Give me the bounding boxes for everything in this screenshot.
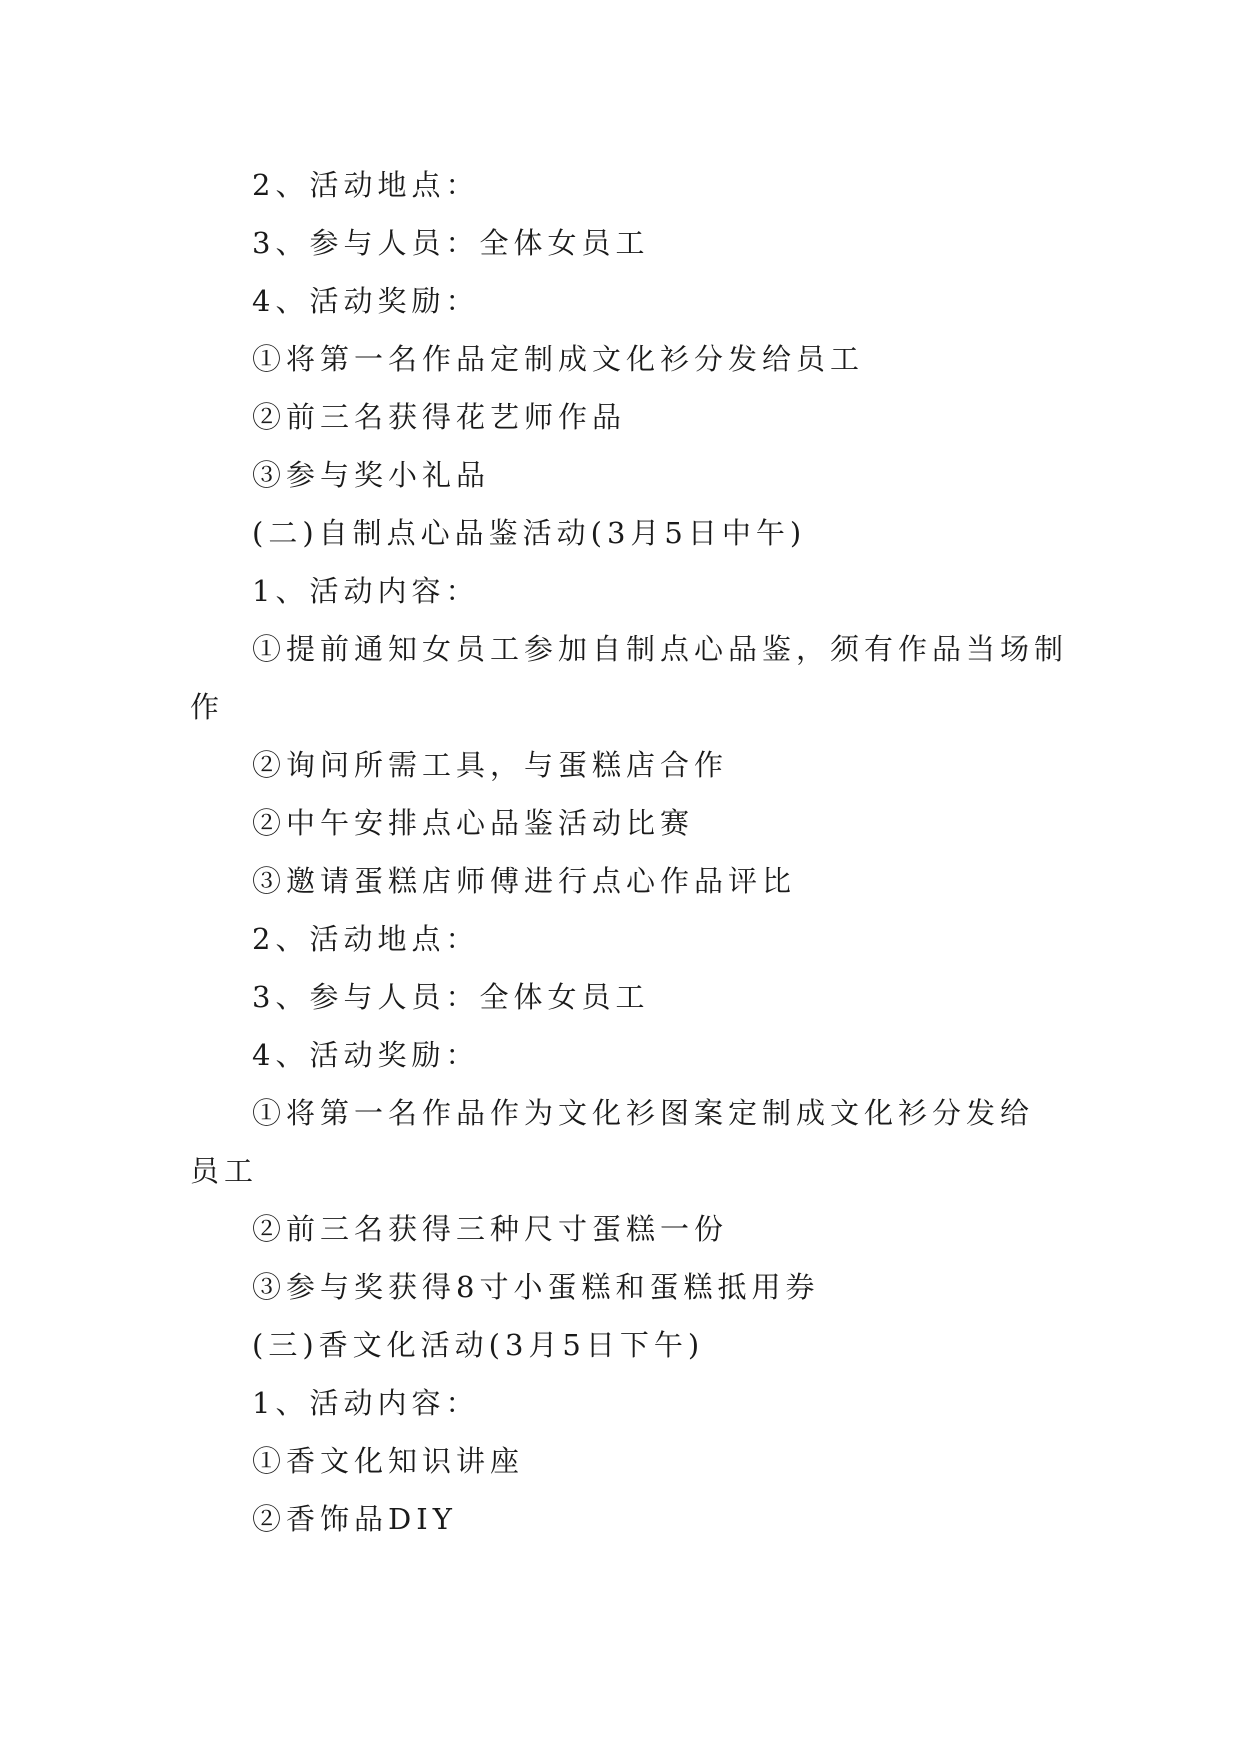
section-heading: (二)自制点心品鉴活动(3月5日中午)	[252, 516, 807, 550]
content-item: ①提前通知女员工参加自制点心品鉴，须有作品当场制	[252, 632, 1069, 666]
list-item-participants: 3、参与人员：全体女员工	[252, 226, 650, 260]
content-item: ②询问所需工具，与蛋糕店合作	[252, 748, 729, 782]
section-heading: (三)香文化活动(3月5日下午)	[252, 1328, 705, 1362]
content-item: ②中午安排点心品鉴活动比赛	[252, 806, 695, 840]
content-item: ③邀请蛋糕店师傅进行点心作品评比	[252, 864, 797, 898]
reward-item: ①将第一名作品定制成文化衫分发给员工	[252, 342, 865, 376]
content-item: ①香文化知识讲座	[252, 1444, 525, 1478]
reward-item: ②前三名获得花艺师作品	[252, 400, 627, 434]
content-item-continuation: 作	[190, 690, 225, 724]
list-item-content: 1、活动内容：	[252, 574, 480, 608]
list-item-rewards: 4、活动奖励：	[252, 284, 480, 318]
list-item-location: 2、活动地点：	[252, 168, 480, 202]
content-item: ②香饰品DIY	[252, 1502, 457, 1536]
list-item-participants: 3、参与人员：全体女员工	[252, 980, 650, 1014]
list-item-content: 1、活动内容：	[252, 1386, 480, 1420]
list-item-location: 2、活动地点：	[252, 922, 480, 956]
reward-item-continuation: 员工	[190, 1154, 259, 1188]
reward-item: ③参与奖小礼品	[252, 458, 491, 492]
reward-item: ①将第一名作品作为文化衫图案定制成文化衫分发给	[252, 1096, 1035, 1130]
reward-item: ③参与奖获得8寸小蛋糕和蛋糕抵用券	[252, 1270, 820, 1304]
reward-item: ②前三名获得三种尺寸蛋糕一份	[252, 1212, 729, 1246]
list-item-rewards: 4、活动奖励：	[252, 1038, 480, 1072]
